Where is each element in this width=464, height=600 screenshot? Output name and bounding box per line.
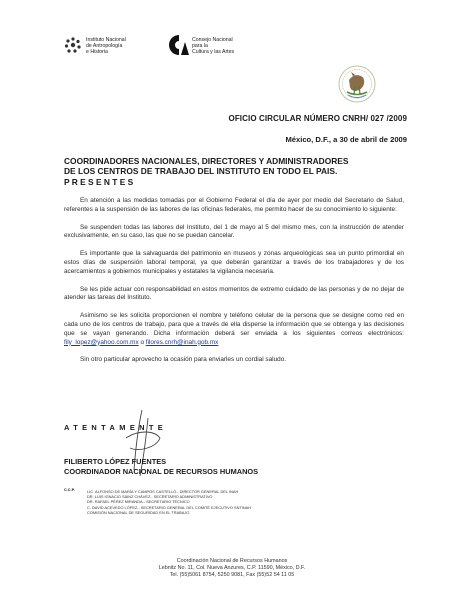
coat-of-arms-icon [334,64,380,104]
document-reference-number: OFICIO CIRCULAR NÚMERO CNRH/ 027 /2009 [228,114,407,123]
conaculta-name-line: Cultura y las Artes [192,49,235,55]
email-separator: o [138,338,146,346]
closing-salutation: ATENTAMENTE [64,423,168,432]
email-link-secondary[interactable]: filores.cnrh@inah.gob.mx [145,338,219,346]
email-link-primary[interactable]: fily_lopez@yahoo.com.mx [64,338,139,346]
closing-paragraph: Sin otro particular aprovecho la ocasión para enviarles un cordial saludo. [80,356,287,364]
signatory-block [64,457,258,477]
inah-emblem-icon [64,36,82,54]
footer-line: Tel. (55)5061 8754, 5250 9081, Fax (55)52 54 11 05 [169,571,295,578]
signatory-title: COORDINADOR NACIONAL DE RECURSOS HUMANOS [64,467,259,476]
addressee-block [64,156,414,187]
body-paragraph: En atención a las medidas tomadas por el Gobierno Federal el día de ayer por medio del Secretario de Salud, referentes a la suspensión de las labores de las oficinas federales, me permito hacer de su conocimiento lo siguiente: [64,197,404,213]
body-paragraph: Se suspenden todas las labores del Instituto, del 1 de mayo al 5 del mismo mes, con la instrucción de atender exclusivamente, en su caso, las que no se puedan cancelar. [64,223,404,240]
body-paragraph: Es importante que la salvaguarda del patrimonio en museos y zonas arqueológicas sea un punto primordial en estos días de suspensión laboral temporal, ya que deberán garantizar a través de los trabajadores y de los acercamientos a gobiernos municipales y estatales la vigilancia necesaria. [64,250,404,275]
contact-text: Asimismo se les solicita proporcionen el nombre y teléfono celular de la persona que se designe como red en cada uno de los centros de trabajo, para que a través de ella disperse la información que se obtenga y las decisiones que se vayan generando. Dicha información deberá ser enviada a los siguientes correos electrónicos: [64,312,404,337]
letter-footer [0,558,464,578]
ccp-recipient: DR. RAFAEL PÉREZ MIRANDA.- SECRETARIO TÉCNICO [87,499,190,505]
letter-body [64,197,404,374]
conaculta-logo [168,34,268,60]
ccp-recipient: LIC. ALFONSO DE MARÍA Y CAMPOS CASTELLÓ.- DIRECTOR GENERAL DEL INAH [87,489,239,494]
addressee-line: DE LOS CENTROS DE TRABAJO DEL INSTITUTO EN TODO EL PAIS. [64,166,338,177]
ccp-recipient: DR. LUIS IGNACIO SÁINZ CHÁVEZ.- SECRETARIO ADMINISTRATIVO [87,494,213,500]
ccp-list [87,489,251,515]
footer-line: Coordinación Nacional de Recursos Humanos [176,558,288,564]
conaculta-name-line: Consejo Nacional [192,37,233,43]
inah-name-line: de Antropología [86,43,123,49]
inah-name-line: Instituto Nacional [86,37,126,43]
conaculta-name-line: para la [192,43,208,49]
ccp-label: C.C.P. [64,488,75,492]
addressee-line: COORDINADORES NACIONALES, DIRECTORES Y ADMINISTRADORES [64,156,349,166]
document-date: México, D.F., a 30 de abril de 2009 [285,135,407,144]
body-paragraph: Se les pide actuar con responsabilidad en estos momentos de extremo cuidado de las personas y de no dejar de atender las tareas del Instituto. [64,285,404,302]
addressee-line: P R E S E N T E S [64,176,134,187]
inah-logo [64,34,154,60]
inah-name-line: e Historia [86,49,108,55]
signatory-name: FILIBERTO LÓPEZ FUENTES [64,457,167,466]
body-paragraph-contact [64,312,404,347]
conaculta-emblem-icon [168,34,190,56]
footer-line: Lebnitz No. 11, Col. Nueva Anzures, C.P. 11590, México, D.F. [158,564,306,571]
ccp-recipient: C. DAVID ACEVEDO LÓPEZ.- SECRETARIO GENERAL DEL COMITÉ EJECUTIVO SNTINAH [87,504,252,510]
ccp-recipient: COMISIÓN NACIONAL DE SEGURIDAD EN EL TRABAJO. [87,509,191,515]
